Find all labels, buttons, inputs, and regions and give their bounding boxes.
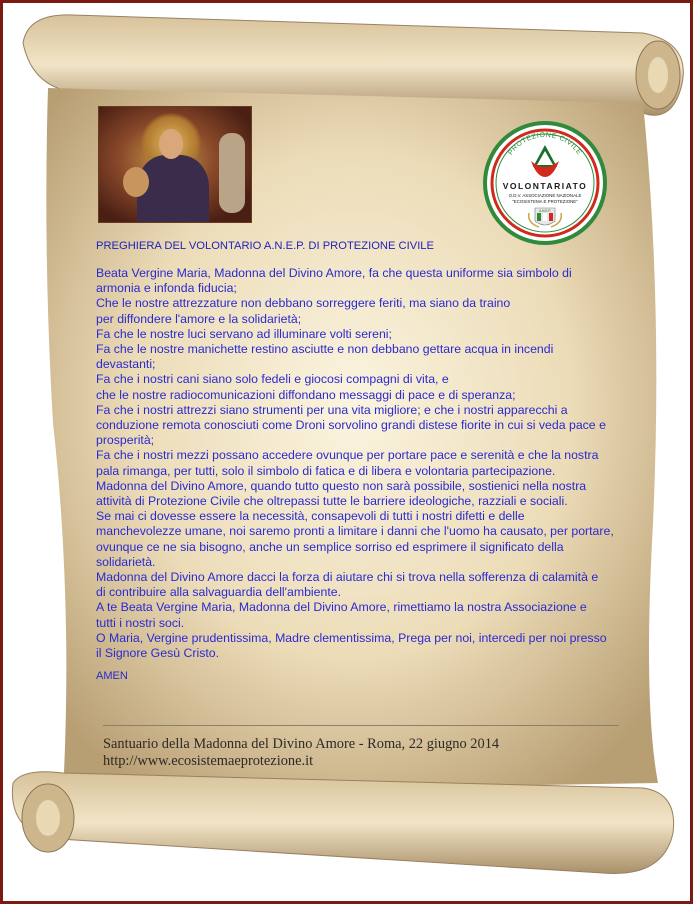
amen-text: AMEN bbox=[96, 670, 128, 682]
footer-divider bbox=[103, 725, 619, 726]
logo-line2: "ECOSISTEMA E PROTEZIONE" bbox=[512, 199, 578, 204]
prayer-line: conduzione remota conosciuti come Droni sorvolino grandi distese fiorite in cui si veda pace e bbox=[96, 418, 606, 433]
prayer-line: Beata Vergine Maria, Madonna del Divino Amore, fa che questa uniforme sia simbolo di bbox=[96, 266, 572, 280]
prayer-line: solidarietà. bbox=[96, 554, 156, 569]
prayer-line: Che le nostre attrezzature non debbano sorreggere feriti, ma siano da traino bbox=[96, 296, 511, 311]
prayer-line: devastanti; bbox=[96, 357, 156, 372]
prayer-line: prosperità; bbox=[96, 433, 155, 448]
prayer-line: O Maria, Vergine prudentissima, Madre clementissima, Prega per noi, intercedi per noi presso bbox=[96, 630, 607, 645]
prayer-line: Fa che i nostri mezzi possano accedere ovunque per portare pace e serenità e che la nostra bbox=[96, 448, 599, 463]
madonna-painting-icon bbox=[98, 106, 252, 223]
prayer-line: Fa che le nostre luci servano ad illuminare volti sereni; bbox=[96, 326, 392, 341]
prayer-title: PREGHIERA DEL VOLONTARIO A.N.E.P. DI PROTEZIONE CIVILE bbox=[96, 240, 434, 252]
prayer-line: A te Beata Vergine Maria, Madonna del Divino Amore, rimettiamo la nostra Associazione e bbox=[96, 600, 587, 615]
prayer-line: pala rimanga, per tutti, solo il simbolo di fatica e di libera e volontaria partecipazione. bbox=[96, 463, 556, 478]
prayer-line: per diffondere l'amore e la solidarietà; bbox=[96, 311, 302, 326]
prayer-line: manchevolezze umane, noi saremo pronti a limitare i danni che l'uomo ha causato, per portare, bbox=[96, 524, 614, 539]
prayer-line: Madonna del Divino Amore, quando tutto questo non sarà possibile, sostienici nella nostra bbox=[96, 478, 587, 493]
prayer-line: Fa che i nostri cani siano solo fedeli e giocosi compagni di vita, e bbox=[96, 372, 449, 387]
prayer-line: di contribuire alla salvaguardia dell'ambiente. bbox=[96, 585, 342, 600]
prayer-line: il Signore Gesù Cristo. bbox=[96, 646, 220, 661]
prayer-line: Fa che i nostri attrezzi siano strumenti per una vita migliore; e che i nostri apparecchi a bbox=[96, 402, 568, 417]
logo-title: VOLONTARIATO bbox=[502, 181, 588, 191]
prayer-line: armonia e infonda fiducia; bbox=[96, 281, 237, 296]
prayer-line: che le nostre radiocomunicazioni diffondano messaggi di pace e di speranza; bbox=[96, 387, 516, 402]
footer bbox=[103, 736, 499, 770]
prayer-line: Fa che le nostre manichette restino asciutte e non debbano gettare acqua in incendi bbox=[96, 342, 554, 357]
logo-ring-text: PROTEZIONE CIVILE bbox=[507, 131, 583, 157]
footer-place-date: Santuario della Madonna del Divino Amore - Roma, 22 giugno 2014 bbox=[103, 736, 500, 752]
prayer-line: attività di Protezione Civile che oltrepassi tutte le barriere ideologiche, razziali e sociali. bbox=[96, 494, 568, 509]
prayer-line: Se mai ci dovesse essere la necessità, consapevoli di tutti i nostri difetti e delle bbox=[96, 509, 525, 524]
logo-line1: O.D.V. ASSOCIAZIONE NAZIONALE bbox=[508, 193, 582, 198]
footer-url[interactable]: http://www.ecosistemaeprotezione.it bbox=[103, 753, 314, 769]
prayer-line: ovunque ce ne sia bisogno, anche un semplice sorriso ed esprimere il significato della bbox=[96, 539, 564, 554]
prayer-line: tutti i nostri soci. bbox=[96, 615, 185, 630]
anep-logo bbox=[483, 121, 607, 245]
prayer-line: Madonna del Divino Amore dacci la forza di aiutare chi si trova nella sofferenza di calamità e bbox=[96, 570, 599, 585]
prayer-text bbox=[96, 266, 656, 661]
logo-badge-text: A.N.E.P. bbox=[539, 209, 551, 213]
